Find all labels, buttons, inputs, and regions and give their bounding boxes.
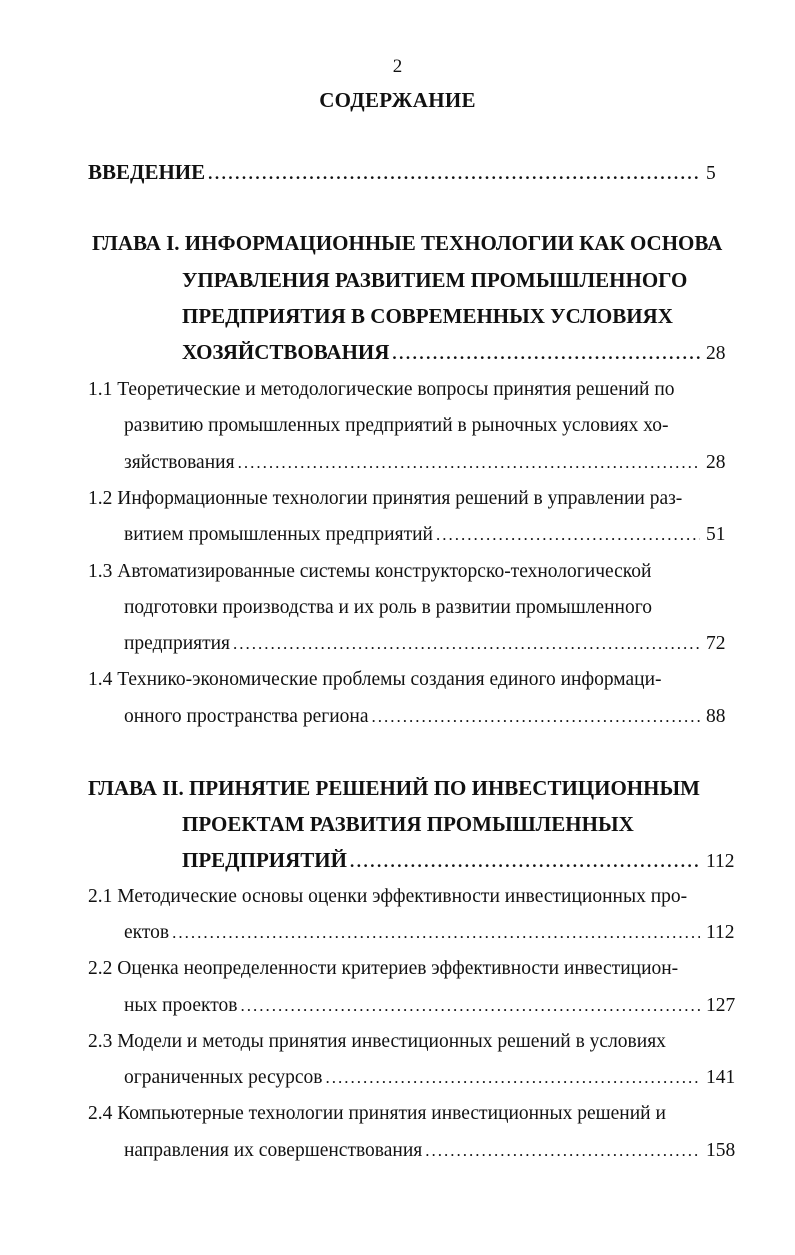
- section-1-3-line3: [124, 632, 742, 656]
- section-1-3-last: предприятия: [124, 633, 231, 654]
- toc-intro-label: ВВЕДЕНИЕ: [88, 160, 206, 184]
- leader-dots: [436, 523, 700, 547]
- toc-intro-page: 5: [706, 163, 716, 184]
- chapter1-heading-line2: УПРАВЛЕНИЯ РАЗВИТИЕМ ПРОМЫШЛЕННОГО: [182, 268, 688, 292]
- leader-dots: [172, 921, 700, 945]
- section-1-2-page: 51: [706, 524, 726, 545]
- section-1-1-last: зяйствования: [124, 452, 235, 473]
- page-number: 2: [392, 56, 403, 77]
- leader-dots: [350, 852, 700, 872]
- section-1-1-page: 28: [706, 452, 726, 473]
- chapter2-heading-line2: ПРОЕКТАМ РАЗВИТИЯ ПРОМЫШЛЕННЫХ: [182, 812, 634, 836]
- section-1-3-line2: подготовки производства и их роль в развитии промышленного: [124, 597, 652, 618]
- section-1-2-line1: 1.2 Информационные технологии принятия решений в управлении раз-: [88, 488, 683, 509]
- section-2-1-last: ектов: [124, 922, 170, 943]
- section-2-3-line1: 2.3 Модели и методы принятия инвестиционных решений в условиях: [88, 1031, 666, 1052]
- section-2-2-line1: 2.2 Оценка неопределенности критериев эффективности инвестицион-: [88, 958, 679, 979]
- leader-dots: [326, 1066, 701, 1090]
- section-2-3-page: 141: [706, 1067, 736, 1088]
- section-2-2-page: 127: [706, 995, 736, 1016]
- section-2-4-last: направления их совершенствования: [124, 1140, 423, 1161]
- section-1-3-line1: 1.3 Автоматизированные системы конструкторско-технологической: [88, 561, 652, 582]
- page-title: СОДЕРЖАНИЕ: [319, 88, 476, 112]
- section-2-4-page: 158: [706, 1140, 736, 1161]
- chapter1-page: 28: [706, 343, 726, 364]
- leader-dots: [233, 632, 700, 656]
- section-2-2-last: ных проектов: [124, 995, 238, 1016]
- section-1-3-page: 72: [706, 633, 726, 654]
- section-1-1-line1: 1.1 Теоретические и методологические вопросы принятия решений по: [88, 379, 675, 400]
- leader-dots: [208, 164, 700, 184]
- chapter1-heading-line1: ГЛАВА I. ИНФОРМАЦИОННЫЕ ТЕХНОЛОГИИ КАК ОСНОВА: [92, 231, 723, 255]
- section-1-4-line2: [124, 705, 742, 729]
- leader-dots: [425, 1139, 700, 1163]
- section-1-4-line1: 1.4 Технико-экономические проблемы создания единого информаци-: [88, 669, 662, 690]
- chapter1-heading-last: ХОЗЯЙСТВОВАНИЯ: [182, 340, 390, 364]
- section-2-3-last: ограниченных ресурсов: [124, 1067, 323, 1088]
- leader-dots: [238, 451, 700, 475]
- section-2-4-line1: 2.4 Компьютерные технологии принятия инвестиционных решений и: [88, 1103, 666, 1124]
- section-1-2-line2: [124, 523, 742, 547]
- chapter1-heading-line3: ПРЕДПРИЯТИЯ В СОВРЕМЕННЫХ УСЛОВИЯХ: [182, 304, 673, 328]
- section-2-4-line2: [124, 1139, 742, 1163]
- section-2-1-page: 112: [706, 922, 735, 943]
- section-1-4-page: 88: [706, 706, 726, 727]
- section-1-2-last: витием промышленных предприятий: [124, 524, 433, 545]
- section-2-2-line2: [124, 994, 742, 1018]
- leader-dots: [372, 705, 700, 729]
- chapter2-heading-line3: [182, 848, 742, 873]
- chapter1-heading-line4: [182, 340, 742, 365]
- chapter2-heading-line1: ГЛАВА II. ПРИНЯТИЕ РЕШЕНИЙ ПО ИНВЕСТИЦИОННЫМ: [88, 776, 700, 800]
- section-2-1-line1: 2.1 Методические основы оценки эффективности инвестиционных про-: [88, 886, 688, 907]
- leader-dots: [392, 344, 700, 364]
- section-1-1-line3: [124, 451, 742, 475]
- chapter2-page: 112: [706, 851, 735, 872]
- leader-dots: [240, 994, 700, 1018]
- section-2-3-line2: [124, 1066, 742, 1090]
- section-2-1-line2: [124, 921, 742, 945]
- section-1-1-line2: развитию промышленных предприятий в рыночных условиях хо-: [124, 415, 669, 436]
- chapter2-heading-last: ПРЕДПРИЯТИЙ: [182, 848, 347, 872]
- section-1-4-last: онного пространства региона: [124, 706, 369, 727]
- toc-intro: [88, 160, 742, 185]
